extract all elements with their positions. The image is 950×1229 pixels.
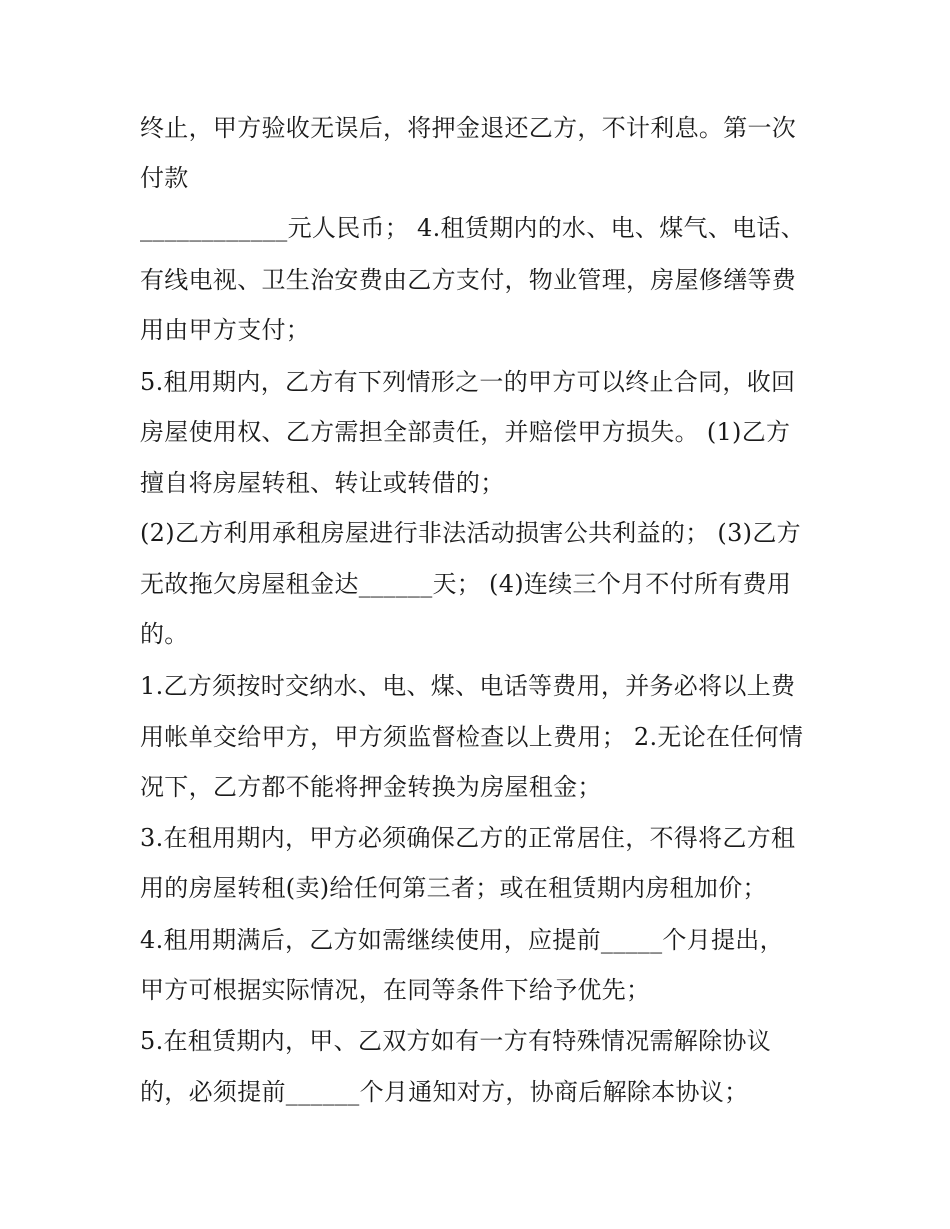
text-line: 1.乙方须按时交纳水、电、煤、电话等费用，并务必将以上费	[140, 672, 796, 700]
text-line: 用帐单交给甲方，甲方须监督检查以上费用； 2.无论在任何情	[140, 723, 804, 751]
text-line: 用由甲方支付；	[140, 316, 311, 344]
text-line: 3.在租用期内，甲方必须确保乙方的正常居住，不得将乙方租	[140, 824, 796, 852]
text-line: 5.在租赁期内，甲、乙双方如有一方有特殊情况需解除协议	[140, 1027, 771, 1055]
text-line: 房屋使用权、乙方需担全部责任，并赔偿甲方损失。 (1)乙方	[140, 418, 791, 446]
text-line: 的。	[140, 620, 189, 648]
text-line: ____________元人民币； 4.租赁期内的水、电、煤气、电话、	[140, 214, 806, 242]
text-line: 付款	[140, 164, 189, 192]
text-line: 用的房屋转租(卖)给任何第三者；或在租赁期内房租加价；	[140, 874, 767, 902]
text-line: 甲方可根据实际情况，在同等条件下给予优先；	[140, 976, 651, 1004]
text-line: 擅自将房屋转租、转让或转借的；	[140, 469, 505, 497]
text-line: 5.租用期内，乙方有下列情形之一的甲方可以终止合同，收回	[140, 368, 796, 396]
text-line: 有线电视、卫生治安费由乙方支付，物业管理，房屋修缮等费	[140, 266, 797, 294]
text-line: 无故拖欠房屋租金达______天； (4)连续三个月不付所有费用	[140, 570, 792, 598]
text-line: 终止，甲方验收无误后，将押金退还乙方，不计利息。第一次	[140, 114, 797, 142]
text-line: 的，必须提前______个月通知对方，协商后解除本协议；	[140, 1078, 749, 1106]
text-line: (2)乙方利用承租房屋进行非法活动损害公共利益的； (3)乙方	[140, 519, 801, 547]
text-line: 况下，乙方都不能将押金转换为房屋租金；	[140, 773, 602, 801]
text-line: 4.租用期满后，乙方如需继续使用，应提前_____个月提出，	[140, 926, 784, 954]
